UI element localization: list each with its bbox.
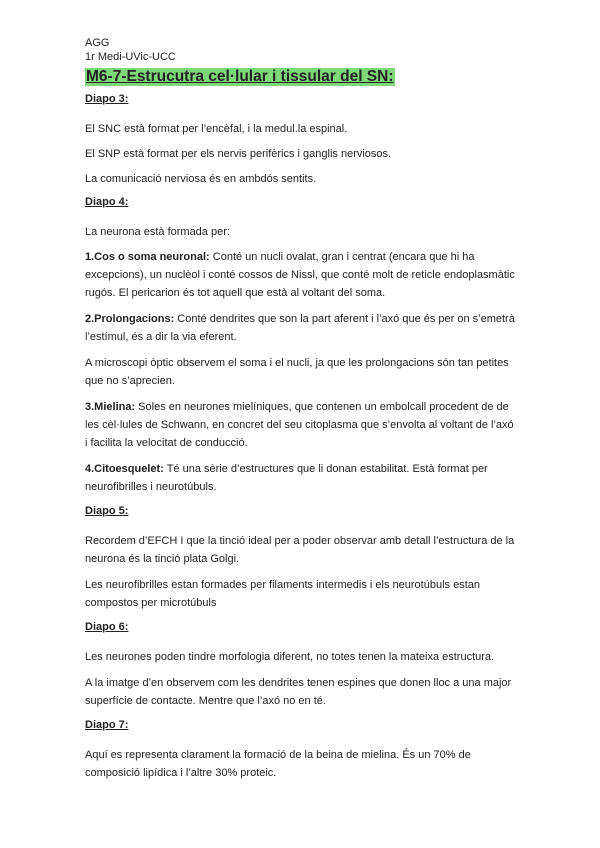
- section-heading-diapo-4: Diapo 4:: [85, 196, 129, 208]
- term-label: 3.Mielina:: [85, 401, 136, 413]
- course-label: 1r Medi-UVic-UCC: [85, 51, 176, 63]
- paragraph-text: Conté un nucli ovalat, gran i centrat (encara que hi ha excepcions), un nuclèol i conté cossos de Nissl, que conté molt de reticle endoplasmàtic rugós. El pericarion és tot aquell que està al voltant del soma.: [85, 251, 515, 299]
- paragraph: El SNP està format per els nervis perifèrics i ganglis nerviosos.: [85, 148, 392, 160]
- paragraph: Recordem d’EFCH I que la tinció ideal per a poder observar amb detall l’estructura de la neurona és la tinció plata Golgi.: [85, 535, 515, 565]
- paragraph: El SNC està format per l’encèfal, i la medul.la espinal.: [85, 123, 348, 135]
- paragraph-text: Soles en neurones mielíniques, que contenen un embolcall procedent de de les cèl·lules de Schwann, en concret del seu citoplasma que s’envolta al voltant de l’axó i facilita la velocitat de conducció.: [85, 401, 514, 449]
- section-heading-diapo-3: Diapo 3:: [85, 93, 129, 105]
- paragraph-mielina: [85, 398, 516, 452]
- paragraph: Aquí es representa clarament la formació de la beina de mielina. És un 70% de composició lipídica i l’altre 30% proteic.: [85, 749, 471, 779]
- paragraph: Les neurones poden tindre morfologia diferent, no totes tenen la mateixa estructura.: [85, 651, 495, 663]
- paragraph-cos-soma: [85, 248, 516, 302]
- author-initials: AGG: [85, 37, 110, 49]
- paragraph-text: Té una sèrie d’estructures que li donan estabilitat. Està format per neurofibrilles i neurotúbuls.: [85, 463, 488, 493]
- paragraph: Les neurofibrilles estan formades per filaments intermedis i els neurotúbuls estan compostos per microtúbuls: [85, 579, 480, 609]
- section-heading-diapo-5: Diapo 5:: [85, 505, 129, 517]
- paragraph-text: Conté dendrites que son la part aferent i l’axó que és per on s’emetrà l’estímul, és a dir la via eferent.: [85, 313, 515, 343]
- paragraph: A la imatge d’en observem com les dendrites tenen espines que donen lloc a una major superfície de contacte. Mentre que l’axó no en té.: [85, 677, 512, 707]
- document-title: M6-7-Estrucutra cel·lular i tissular del SN:: [86, 68, 394, 85]
- paragraph: La neurona està formada per:: [85, 226, 230, 238]
- paragraph-citoesquelet: [85, 460, 516, 496]
- term-label: 1.Cos o soma neuronal:: [85, 251, 210, 263]
- paragraph: La comunicació nerviosa és en ambdós sentits.: [85, 173, 317, 185]
- paragraph-prolongacions: [85, 310, 516, 346]
- term-label: 2.Prolongacions:: [85, 313, 175, 325]
- term-label: 4.Citoesquelet:: [85, 463, 164, 475]
- section-heading-diapo-7: Diapo 7:: [85, 719, 129, 731]
- paragraph: A microscopi òptic observem el soma i el nucli, ja que les prolongacions són tan petites que no s’aprecien.: [85, 357, 509, 387]
- section-heading-diapo-6: Diapo 6:: [85, 621, 129, 633]
